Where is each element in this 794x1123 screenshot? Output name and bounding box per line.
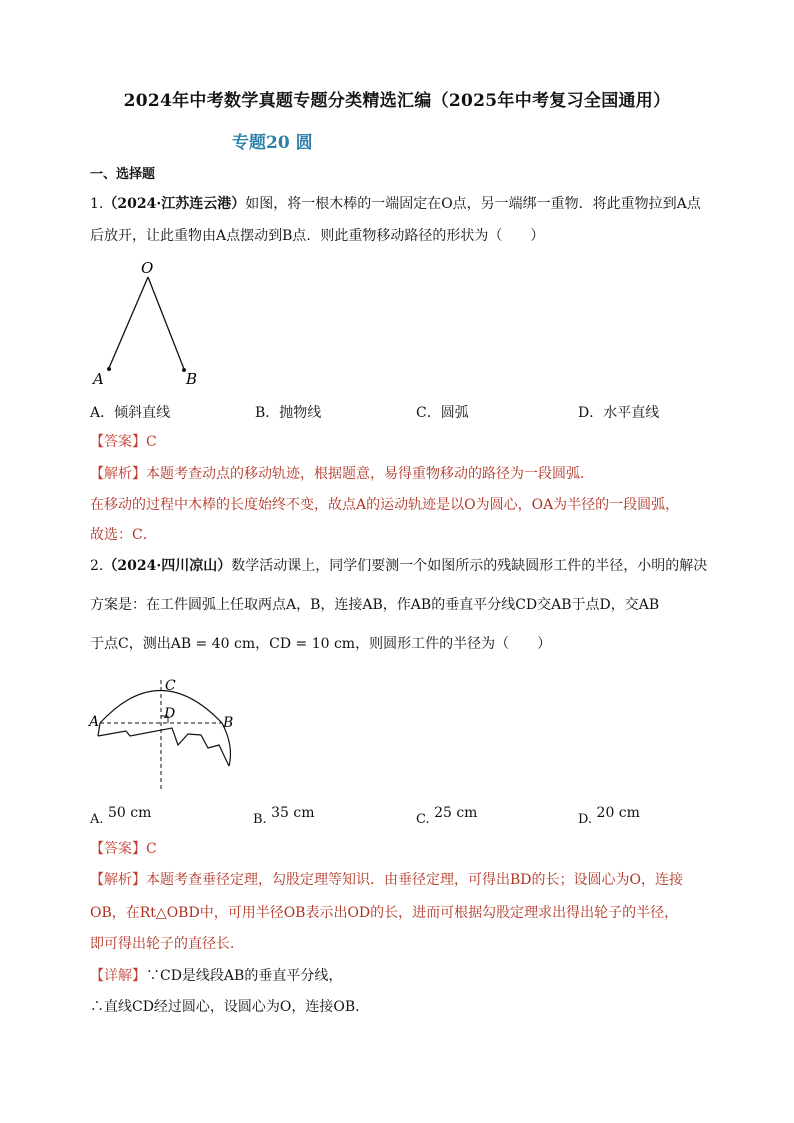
q2-detail-text-1: ∵CD是线段AB的垂直平分线， bbox=[146, 968, 343, 984]
q2-detail-2: ∴直线CD经过圆心，设圆心为O，连接OB． bbox=[90, 999, 370, 1015]
q2-option-c-letter: C. bbox=[416, 812, 430, 827]
q1-label-a: A bbox=[93, 370, 104, 388]
q2-option-c bbox=[416, 805, 477, 827]
q1-analysis-text-1: 本题考查动点的移动轨迹，根据题意，易得重物移动的路径为一段圆弧． bbox=[146, 466, 594, 482]
q1-line1 bbox=[90, 194, 720, 214]
q2-label-b: B bbox=[223, 715, 234, 731]
q2-option-b bbox=[253, 805, 315, 827]
q2-analysis-1 bbox=[90, 870, 720, 890]
q1-label-o: O bbox=[141, 259, 154, 277]
q2-source: （2024·四川凉山） bbox=[103, 558, 232, 574]
q1-option-b: B．抛物线 bbox=[255, 405, 322, 421]
q2-label-c: C bbox=[165, 678, 176, 694]
q2-detail-1 bbox=[90, 966, 720, 986]
q1-source: （2024·江苏连云港） bbox=[103, 196, 246, 212]
q2-analysis-2: OB，在Rt△OBD中，可用半径OB表示出OD的长，进而可根据勾股定理求出得出轮子的半径， bbox=[90, 905, 679, 921]
q1-text: 如图，将一根木棒的一端固定在O点，另一端绑一重物．将此重物拉到A点 bbox=[245, 196, 701, 212]
q2-option-b-value: 35 cm bbox=[271, 805, 315, 821]
q1-option-c: C．圆弧 bbox=[416, 405, 469, 421]
q2-label-a: A bbox=[89, 714, 100, 730]
q1-analysis-2: 在移动的过程中木棒的长度始终不变，故点A的运动轨迹是以O为圆心，OA为半径的一段圆弧， bbox=[90, 497, 680, 513]
q2-analysis-label: 【解析】 bbox=[90, 872, 146, 888]
q1-answer-label: 【答案】 bbox=[90, 434, 146, 450]
q2-option-c-value: 25 cm bbox=[434, 805, 478, 821]
q2-option-d-value: 20 cm bbox=[596, 805, 640, 821]
q2-detail-label: 【详解】 bbox=[90, 968, 146, 984]
q1-number: 1. bbox=[90, 196, 104, 212]
q1-line2: 后放开，让此重物由A点摆动到B点．则此重物移动路径的形状为（ ） bbox=[90, 228, 545, 244]
q2-line3: 于点C，测出AB = 40 cm，CD = 10 cm，则圆形工件的半径为（ ） bbox=[90, 636, 552, 652]
q2-option-a bbox=[90, 805, 151, 827]
q1-pendulum-figure bbox=[88, 255, 208, 390]
q1-option-d: D．水平直线 bbox=[578, 405, 660, 421]
q2-option-d bbox=[578, 805, 640, 827]
q1-option-a: A．倾斜直线 bbox=[90, 405, 171, 421]
q2-number: 2. bbox=[90, 558, 104, 574]
q2-answer-value: C bbox=[146, 841, 157, 857]
q2-answer-label: 【答案】 bbox=[90, 841, 146, 857]
q2-line1 bbox=[90, 556, 720, 576]
q1-analysis-3: 故选：C． bbox=[90, 527, 157, 543]
q1-answer bbox=[90, 432, 720, 452]
q2-option-a-value: 50 cm bbox=[107, 805, 152, 821]
q2-answer bbox=[90, 839, 720, 859]
q1-analysis-1 bbox=[90, 464, 720, 484]
q2-option-d-letter: D. bbox=[578, 812, 593, 827]
q2-option-a-letter: A. bbox=[90, 812, 104, 827]
q2-option-b-letter: B. bbox=[253, 812, 267, 827]
q2-analysis-text-1: 本题考查垂径定理，勾股定理等知识．由垂径定理，可得出BD的长；设圆心为O，连接 bbox=[146, 872, 683, 888]
document-title: 2024年中考数学真题专题分类精选汇编（2025年中考复习全国通用） bbox=[123, 91, 671, 111]
q1-label-b: B bbox=[186, 370, 198, 388]
q2-analysis-3: 即可得出轮子的直径长． bbox=[90, 936, 244, 952]
q2-line2: 方案是：在工件圆弧上任取两点A，B，连接AB，作AB的垂直平分线CD交AB于点D，交AB bbox=[90, 597, 660, 613]
q1-analysis-label: 【解析】 bbox=[90, 466, 146, 482]
topic-title: 专题20 圆 bbox=[232, 133, 313, 153]
q2-text: 数学活动课上，同学们要测一个如图所示的残缺圆形工件的半径，小明的解决 bbox=[231, 558, 708, 574]
q2-label-d: D bbox=[164, 706, 176, 722]
q1-answer-value: C bbox=[146, 434, 157, 450]
section-heading: 一、选择题 bbox=[90, 167, 156, 182]
q2-broken-circle-figure bbox=[88, 668, 248, 793]
